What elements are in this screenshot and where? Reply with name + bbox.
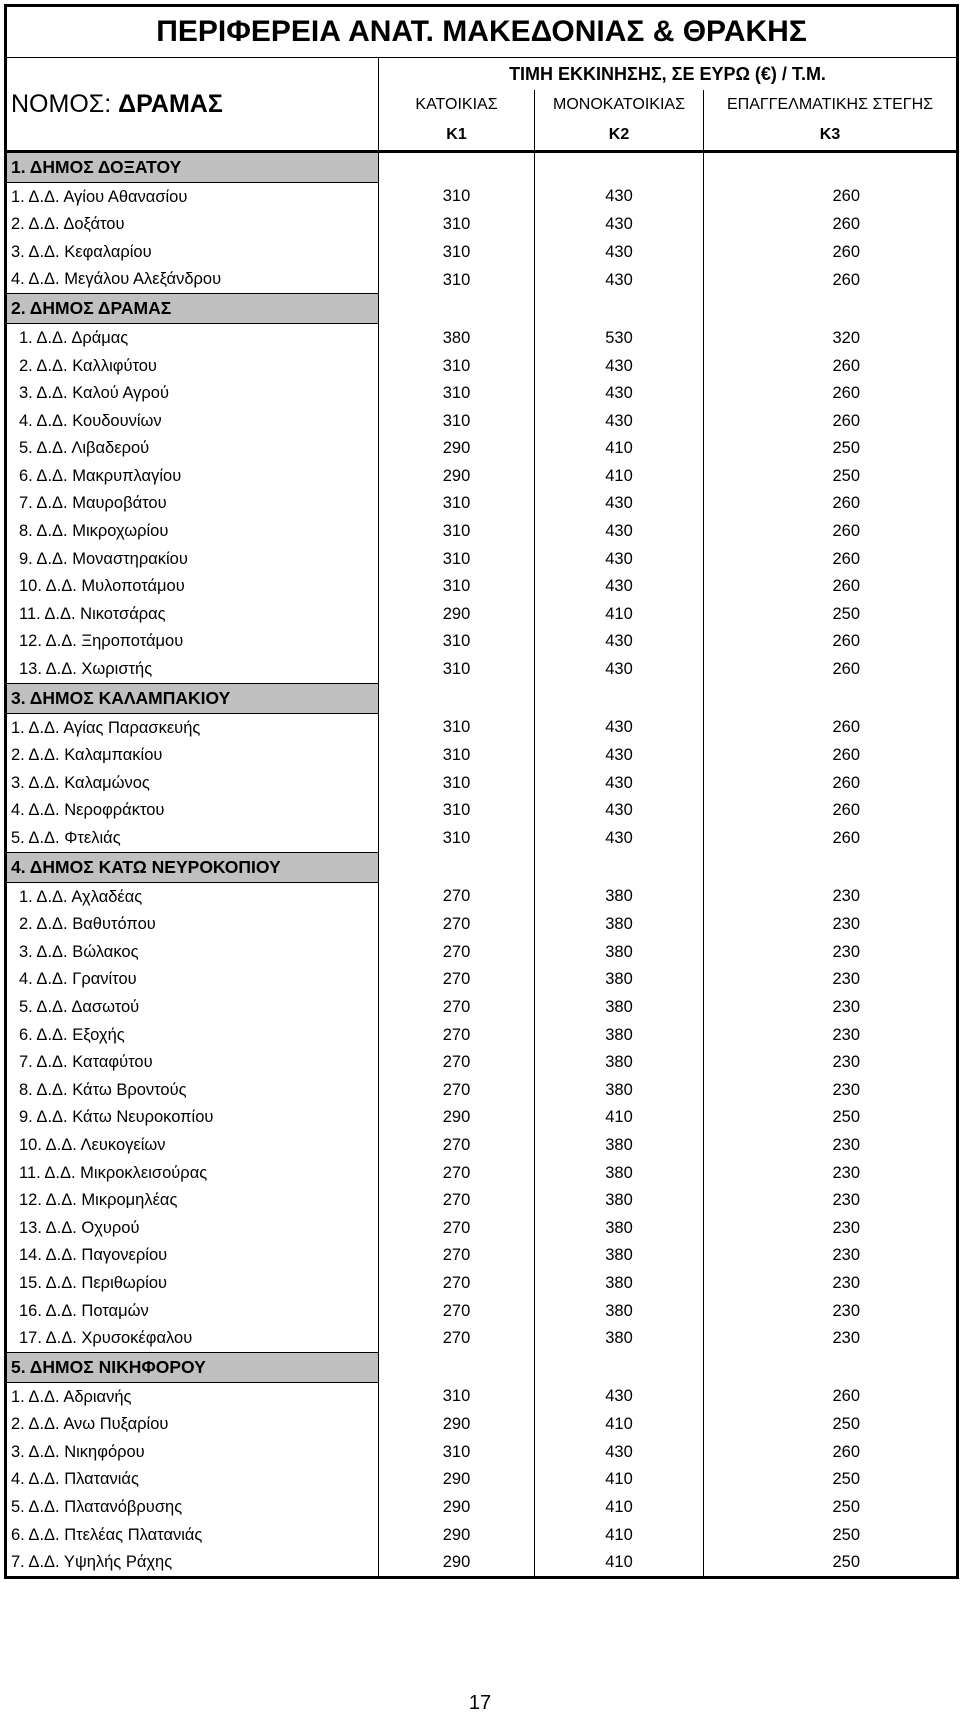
price-k1-cell: 290 bbox=[379, 1104, 535, 1132]
price-k1-cell: 270 bbox=[379, 938, 535, 966]
price-k3-cell: 260 bbox=[704, 183, 958, 211]
table-row bbox=[6, 1494, 958, 1522]
price-k2-cell: 430 bbox=[535, 380, 704, 408]
district-name: 5. Δ.Δ. Δασωτού bbox=[6, 993, 379, 1021]
district-name: 1. Δ.Δ. Αχλαδέας bbox=[6, 883, 379, 911]
price-k2-cell: 430 bbox=[535, 211, 704, 239]
table-row bbox=[6, 324, 958, 352]
district-name: 2. Δ.Δ. Δοξάτου bbox=[6, 211, 379, 239]
price-k1-cell: 270 bbox=[379, 1297, 535, 1325]
table-row bbox=[6, 352, 958, 380]
price-k1-cell: 310 bbox=[379, 407, 535, 435]
price-k2-cell: 430 bbox=[535, 824, 704, 852]
municipality-name: 5. ΔΗΜΟΣ ΝΙΚΗΦΟΡΟΥ bbox=[6, 1353, 379, 1383]
district-name: 3. Δ.Δ. Βώλακος bbox=[6, 938, 379, 966]
price-k2-cell: 430 bbox=[535, 1383, 704, 1411]
price-k2-cell: 380 bbox=[535, 1076, 704, 1104]
price-k2-cell: 430 bbox=[535, 352, 704, 380]
price-k2-cell: 410 bbox=[535, 1521, 704, 1549]
municipality-empty-cell bbox=[535, 294, 704, 324]
price-k1-cell: 270 bbox=[379, 1049, 535, 1077]
price-k1-cell: 310 bbox=[379, 1438, 535, 1466]
price-k1-cell: 290 bbox=[379, 1521, 535, 1549]
table-row bbox=[6, 1104, 958, 1132]
price-k1-cell: 310 bbox=[379, 797, 535, 825]
district-name: 2. Δ.Δ. Καλλιφύτου bbox=[6, 352, 379, 380]
district-name: 4. Δ.Δ. Πλατανιάς bbox=[6, 1466, 379, 1494]
prefecture-label: ΝΟΜΟΣ: bbox=[11, 89, 119, 118]
price-k1-cell: 290 bbox=[379, 600, 535, 628]
table-row bbox=[6, 1242, 958, 1270]
table-row bbox=[6, 824, 958, 852]
municipality-name: 2. ΔΗΜΟΣ ΔΡΑΜΑΣ bbox=[6, 294, 379, 324]
price-k3-cell: 230 bbox=[704, 1049, 958, 1077]
table-row bbox=[6, 1187, 958, 1215]
table-row bbox=[6, 656, 958, 684]
prefecture-name: ΔΡΑΜΑΣ bbox=[118, 89, 223, 118]
municipality-header-row bbox=[6, 152, 958, 183]
price-k2-cell: 430 bbox=[535, 573, 704, 601]
district-name: 9. Δ.Δ. Μοναστηρακίου bbox=[6, 545, 379, 573]
district-name: 4. Δ.Δ. Νεροφράκτου bbox=[6, 797, 379, 825]
price-k2-cell: 430 bbox=[535, 407, 704, 435]
table-row bbox=[6, 966, 958, 994]
table-row bbox=[6, 769, 958, 797]
district-name: 14. Δ.Δ. Παγονερίου bbox=[6, 1242, 379, 1270]
district-name: 8. Δ.Δ. Μικροχωρίου bbox=[6, 518, 379, 546]
district-name: 2. Δ.Δ. Καλαμπακίου bbox=[6, 742, 379, 770]
price-k2-cell: 380 bbox=[535, 1159, 704, 1187]
price-k1-cell: 310 bbox=[379, 628, 535, 656]
price-k3-cell: 250 bbox=[704, 1466, 958, 1494]
column-header-k2: ΜΟΝΟΚΑΤΟΙΚΙΑΣ bbox=[535, 90, 704, 120]
price-k1-cell: 270 bbox=[379, 911, 535, 939]
price-table bbox=[4, 4, 959, 1579]
price-k3-cell: 260 bbox=[704, 714, 958, 742]
table-row bbox=[6, 518, 958, 546]
district-name: 11. Δ.Δ. Μικροκλεισούρας bbox=[6, 1159, 379, 1187]
district-name: 5. Δ.Δ. Φτελιάς bbox=[6, 824, 379, 852]
table-row bbox=[6, 183, 958, 211]
price-k1-cell: 310 bbox=[379, 380, 535, 408]
page-title: ΠΕΡΙΦΕΡΕΙΑ ΑΝΑΤ. ΜΑΚΕΔΟΝΙΑΣ & ΘΡΑΚΗΣ bbox=[6, 6, 958, 58]
price-k2-cell: 430 bbox=[535, 1438, 704, 1466]
table-row bbox=[6, 993, 958, 1021]
municipality-empty-cell bbox=[379, 1353, 535, 1383]
district-name: 16. Δ.Δ. Ποταμών bbox=[6, 1297, 379, 1325]
price-k2-cell: 430 bbox=[535, 742, 704, 770]
price-k3-cell: 260 bbox=[704, 656, 958, 684]
table-row bbox=[6, 714, 958, 742]
table-row bbox=[6, 1325, 958, 1353]
table-row bbox=[6, 600, 958, 628]
table-row bbox=[6, 490, 958, 518]
price-k2-cell: 430 bbox=[535, 266, 704, 294]
district-name: 2. Δ.Δ. Βαθυτόπου bbox=[6, 911, 379, 939]
price-k3-cell: 230 bbox=[704, 938, 958, 966]
price-k3-cell: 250 bbox=[704, 1494, 958, 1522]
municipality-empty-cell bbox=[535, 1353, 704, 1383]
table-row bbox=[6, 380, 958, 408]
district-name: 17. Δ.Δ. Χρυσοκέφαλου bbox=[6, 1325, 379, 1353]
municipality-empty-cell bbox=[379, 152, 535, 183]
municipality-empty-cell bbox=[379, 853, 535, 883]
price-k2-cell: 380 bbox=[535, 993, 704, 1021]
price-k3-cell: 250 bbox=[704, 435, 958, 463]
district-name: 4. Δ.Δ. Κουδουνίων bbox=[6, 407, 379, 435]
price-k2-cell: 430 bbox=[535, 490, 704, 518]
district-name: 1. Δ.Δ. Αγίου Αθανασίου bbox=[6, 183, 379, 211]
price-k2-cell: 410 bbox=[535, 1549, 704, 1578]
price-k2-cell: 430 bbox=[535, 518, 704, 546]
municipality-empty-cell bbox=[535, 684, 704, 714]
district-name: 5. Δ.Δ. Πλατανόβρυσης bbox=[6, 1494, 379, 1522]
table-row bbox=[6, 797, 958, 825]
price-k1-cell: 290 bbox=[379, 462, 535, 490]
prefecture-heading bbox=[6, 58, 379, 152]
district-name: 12. Δ.Δ. Μικρομηλέας bbox=[6, 1187, 379, 1215]
price-k3-cell: 250 bbox=[704, 1411, 958, 1439]
price-k3-cell: 250 bbox=[704, 1521, 958, 1549]
price-k1-cell: 310 bbox=[379, 518, 535, 546]
price-k1-cell: 310 bbox=[379, 545, 535, 573]
district-name: 7. Δ.Δ. Μαυροβάτου bbox=[6, 490, 379, 518]
district-name: 2. Δ.Δ. Ανω Πυξαρίου bbox=[6, 1411, 379, 1439]
price-k2-cell: 380 bbox=[535, 911, 704, 939]
price-k2-cell: 380 bbox=[535, 938, 704, 966]
price-k2-cell: 410 bbox=[535, 600, 704, 628]
price-k3-cell: 260 bbox=[704, 1383, 958, 1411]
price-k2-cell: 380 bbox=[535, 966, 704, 994]
table-row bbox=[6, 435, 958, 463]
price-k1-cell: 290 bbox=[379, 1549, 535, 1578]
district-name: 12. Δ.Δ. Ξηροποτάμου bbox=[6, 628, 379, 656]
table-subtitle: ΤΙΜΗ ΕΚΚΙΝΗΣΗΣ, ΣΕ ΕΥΡΩ (€) / Τ.Μ. bbox=[379, 58, 958, 91]
price-k3-cell: 230 bbox=[704, 1131, 958, 1159]
price-k1-cell: 310 bbox=[379, 490, 535, 518]
price-k3-cell: 260 bbox=[704, 266, 958, 294]
municipality-empty-cell bbox=[535, 853, 704, 883]
price-table-body bbox=[6, 6, 958, 1578]
table-row bbox=[6, 1438, 958, 1466]
price-k3-cell: 260 bbox=[704, 238, 958, 266]
price-k3-cell: 250 bbox=[704, 600, 958, 628]
municipality-empty-cell bbox=[535, 152, 704, 183]
price-k3-cell: 260 bbox=[704, 490, 958, 518]
price-k1-cell: 290 bbox=[379, 1411, 535, 1439]
price-k2-cell: 430 bbox=[535, 183, 704, 211]
price-k2-cell: 430 bbox=[535, 628, 704, 656]
price-k3-cell: 260 bbox=[704, 545, 958, 573]
municipality-header-row bbox=[6, 684, 958, 714]
page-number: 17 bbox=[468, 1692, 492, 1714]
price-k1-cell: 270 bbox=[379, 1076, 535, 1104]
price-k3-cell: 260 bbox=[704, 628, 958, 656]
price-k3-cell: 250 bbox=[704, 1549, 958, 1578]
price-k3-cell: 230 bbox=[704, 1076, 958, 1104]
price-k1-cell: 270 bbox=[379, 1187, 535, 1215]
price-k3-cell: 260 bbox=[704, 573, 958, 601]
price-k3-cell: 230 bbox=[704, 1297, 958, 1325]
price-k3-cell: 260 bbox=[704, 1438, 958, 1466]
price-k1-cell: 290 bbox=[379, 1466, 535, 1494]
district-name: 3. Δ.Δ. Νικηφόρου bbox=[6, 1438, 379, 1466]
table-row bbox=[6, 545, 958, 573]
price-k2-cell: 410 bbox=[535, 435, 704, 463]
price-k3-cell: 230 bbox=[704, 1021, 958, 1049]
district-name: 7. Δ.Δ. Υψηλής Ράχης bbox=[6, 1549, 379, 1578]
price-k2-cell: 410 bbox=[535, 1411, 704, 1439]
table-row bbox=[6, 1159, 958, 1187]
district-name: 1. Δ.Δ. Δράμας bbox=[6, 324, 379, 352]
district-name: 13. Δ.Δ. Οχυρού bbox=[6, 1214, 379, 1242]
price-k3-cell: 230 bbox=[704, 1242, 958, 1270]
price-k2-cell: 430 bbox=[535, 769, 704, 797]
price-k2-cell: 430 bbox=[535, 797, 704, 825]
price-k2-cell: 410 bbox=[535, 1466, 704, 1494]
district-name: 4. Δ.Δ. Γρανίτου bbox=[6, 966, 379, 994]
district-name: 15. Δ.Δ. Περιθωρίου bbox=[6, 1269, 379, 1297]
price-k3-cell: 230 bbox=[704, 1159, 958, 1187]
municipality-header-row bbox=[6, 294, 958, 324]
column-code-k1: Κ1 bbox=[379, 120, 535, 152]
price-k2-cell: 380 bbox=[535, 1269, 704, 1297]
table-row bbox=[6, 1214, 958, 1242]
price-k3-cell: 230 bbox=[704, 993, 958, 1021]
column-header-k1: ΚΑΤΟΙΚΙΑΣ bbox=[379, 90, 535, 120]
price-k2-cell: 410 bbox=[535, 1104, 704, 1132]
price-k1-cell: 270 bbox=[379, 966, 535, 994]
column-header-k3: ΕΠΑΓΓΕΛΜΑΤΙΚΗΣ ΣΤΕΓΗΣ bbox=[704, 90, 958, 120]
table-row bbox=[6, 1269, 958, 1297]
municipality-name: 3. ΔΗΜΟΣ ΚΑΛΑΜΠΑΚΙΟΥ bbox=[6, 684, 379, 714]
municipality-empty-cell bbox=[379, 684, 535, 714]
price-k3-cell: 260 bbox=[704, 797, 958, 825]
district-name: 3. Δ.Δ. Κεφαλαρίου bbox=[6, 238, 379, 266]
price-k2-cell: 430 bbox=[535, 656, 704, 684]
district-name: 13. Δ.Δ. Χωριστής bbox=[6, 656, 379, 684]
price-k1-cell: 270 bbox=[379, 883, 535, 911]
price-k1-cell: 380 bbox=[379, 324, 535, 352]
price-k1-cell: 310 bbox=[379, 238, 535, 266]
district-name: 3. Δ.Δ. Καλαμώνος bbox=[6, 769, 379, 797]
price-k3-cell: 230 bbox=[704, 1187, 958, 1215]
table-row bbox=[6, 1521, 958, 1549]
district-name: 4. Δ.Δ. Μεγάλου Αλεξάνδρου bbox=[6, 266, 379, 294]
price-k1-cell: 270 bbox=[379, 1021, 535, 1049]
price-k1-cell: 310 bbox=[379, 183, 535, 211]
table-row bbox=[6, 1049, 958, 1077]
price-k1-cell: 310 bbox=[379, 1383, 535, 1411]
municipality-name: 4. ΔΗΜΟΣ ΚΑΤΩ ΝΕΥΡΟΚΟΠΙΟΥ bbox=[6, 853, 379, 883]
price-k1-cell: 310 bbox=[379, 656, 535, 684]
price-k1-cell: 270 bbox=[379, 993, 535, 1021]
table-row bbox=[6, 1466, 958, 1494]
price-k2-cell: 380 bbox=[535, 1021, 704, 1049]
price-k3-cell: 250 bbox=[704, 1104, 958, 1132]
price-k1-cell: 310 bbox=[379, 769, 535, 797]
price-k3-cell: 260 bbox=[704, 211, 958, 239]
price-k2-cell: 430 bbox=[535, 545, 704, 573]
district-name: 1. Δ.Δ. Αγίας Παρασκευής bbox=[6, 714, 379, 742]
price-k1-cell: 310 bbox=[379, 573, 535, 601]
price-k1-cell: 310 bbox=[379, 211, 535, 239]
price-k2-cell: 380 bbox=[535, 1131, 704, 1159]
municipality-empty-cell bbox=[704, 1353, 958, 1383]
municipality-header-row bbox=[6, 1353, 958, 1383]
price-k1-cell: 310 bbox=[379, 266, 535, 294]
price-k3-cell: 260 bbox=[704, 769, 958, 797]
price-k2-cell: 380 bbox=[535, 1242, 704, 1270]
price-k3-cell: 260 bbox=[704, 380, 958, 408]
district-name: 7. Δ.Δ. Καταφύτου bbox=[6, 1049, 379, 1077]
district-name: 8. Δ.Δ. Κάτω Βροντούς bbox=[6, 1076, 379, 1104]
table-row bbox=[6, 238, 958, 266]
price-k2-cell: 380 bbox=[535, 1297, 704, 1325]
table-row bbox=[6, 266, 958, 294]
table-row bbox=[6, 462, 958, 490]
price-k1-cell: 270 bbox=[379, 1159, 535, 1187]
price-k3-cell: 260 bbox=[704, 407, 958, 435]
municipality-empty-cell bbox=[379, 294, 535, 324]
price-k3-cell: 230 bbox=[704, 1214, 958, 1242]
price-k2-cell: 380 bbox=[535, 1049, 704, 1077]
price-k1-cell: 290 bbox=[379, 435, 535, 463]
price-k1-cell: 310 bbox=[379, 714, 535, 742]
price-k3-cell: 230 bbox=[704, 883, 958, 911]
district-name: 1. Δ.Δ. Αδριανής bbox=[6, 1383, 379, 1411]
price-k1-cell: 270 bbox=[379, 1131, 535, 1159]
price-k3-cell: 260 bbox=[704, 824, 958, 852]
price-k1-cell: 310 bbox=[379, 352, 535, 380]
price-k3-cell: 230 bbox=[704, 966, 958, 994]
price-k1-cell: 270 bbox=[379, 1325, 535, 1353]
price-k3-cell: 250 bbox=[704, 462, 958, 490]
district-name: 10. Δ.Δ. Λευκογείων bbox=[6, 1131, 379, 1159]
price-k1-cell: 270 bbox=[379, 1269, 535, 1297]
table-row bbox=[6, 573, 958, 601]
table-row bbox=[6, 938, 958, 966]
table-row bbox=[6, 1021, 958, 1049]
price-k2-cell: 430 bbox=[535, 238, 704, 266]
column-code-k2: Κ2 bbox=[535, 120, 704, 152]
price-k3-cell: 260 bbox=[704, 352, 958, 380]
price-k2-cell: 410 bbox=[535, 462, 704, 490]
municipality-header-row bbox=[6, 853, 958, 883]
price-k3-cell: 320 bbox=[704, 324, 958, 352]
table-row bbox=[6, 1131, 958, 1159]
price-k2-cell: 410 bbox=[535, 1494, 704, 1522]
table-row bbox=[6, 211, 958, 239]
table-row bbox=[6, 407, 958, 435]
district-name: 9. Δ.Δ. Κάτω Νευροκοπίου bbox=[6, 1104, 379, 1132]
district-name: 6. Δ.Δ. Πτελέας Πλατανιάς bbox=[6, 1521, 379, 1549]
price-k3-cell: 260 bbox=[704, 742, 958, 770]
district-name: 5. Δ.Δ. Λιβαδερού bbox=[6, 435, 379, 463]
table-row bbox=[6, 1076, 958, 1104]
price-k2-cell: 380 bbox=[535, 1214, 704, 1242]
table-row bbox=[6, 911, 958, 939]
price-k1-cell: 310 bbox=[379, 742, 535, 770]
price-k2-cell: 530 bbox=[535, 324, 704, 352]
table-row bbox=[6, 628, 958, 656]
price-k2-cell: 380 bbox=[535, 883, 704, 911]
price-k1-cell: 310 bbox=[379, 824, 535, 852]
table-row bbox=[6, 742, 958, 770]
district-name: 11. Δ.Δ. Νικοτσάρας bbox=[6, 600, 379, 628]
column-code-k3: Κ3 bbox=[704, 120, 958, 152]
district-name: 6. Δ.Δ. Εξοχής bbox=[6, 1021, 379, 1049]
price-k3-cell: 260 bbox=[704, 518, 958, 546]
district-name: 3. Δ.Δ. Καλού Αγρού bbox=[6, 380, 379, 408]
district-name: 10. Δ.Δ. Μυλοποτάμου bbox=[6, 573, 379, 601]
price-k1-cell: 270 bbox=[379, 1242, 535, 1270]
price-k3-cell: 230 bbox=[704, 911, 958, 939]
table-row bbox=[6, 1549, 958, 1578]
price-k3-cell: 230 bbox=[704, 1269, 958, 1297]
price-k1-cell: 270 bbox=[379, 1214, 535, 1242]
municipality-name: 1. ΔΗΜΟΣ ΔΟΞΑΤΟΥ bbox=[6, 152, 379, 183]
table-row bbox=[6, 1297, 958, 1325]
price-k1-cell: 290 bbox=[379, 1494, 535, 1522]
municipality-empty-cell bbox=[704, 684, 958, 714]
municipality-empty-cell bbox=[704, 152, 958, 183]
table-row bbox=[6, 1383, 958, 1411]
municipality-empty-cell bbox=[704, 294, 958, 324]
price-k2-cell: 380 bbox=[535, 1325, 704, 1353]
price-k3-cell: 230 bbox=[704, 1325, 958, 1353]
table-row bbox=[6, 883, 958, 911]
price-k2-cell: 430 bbox=[535, 714, 704, 742]
district-name: 6. Δ.Δ. Μακρυπλαγίου bbox=[6, 462, 379, 490]
table-row bbox=[6, 1411, 958, 1439]
municipality-empty-cell bbox=[704, 853, 958, 883]
price-k2-cell: 380 bbox=[535, 1187, 704, 1215]
